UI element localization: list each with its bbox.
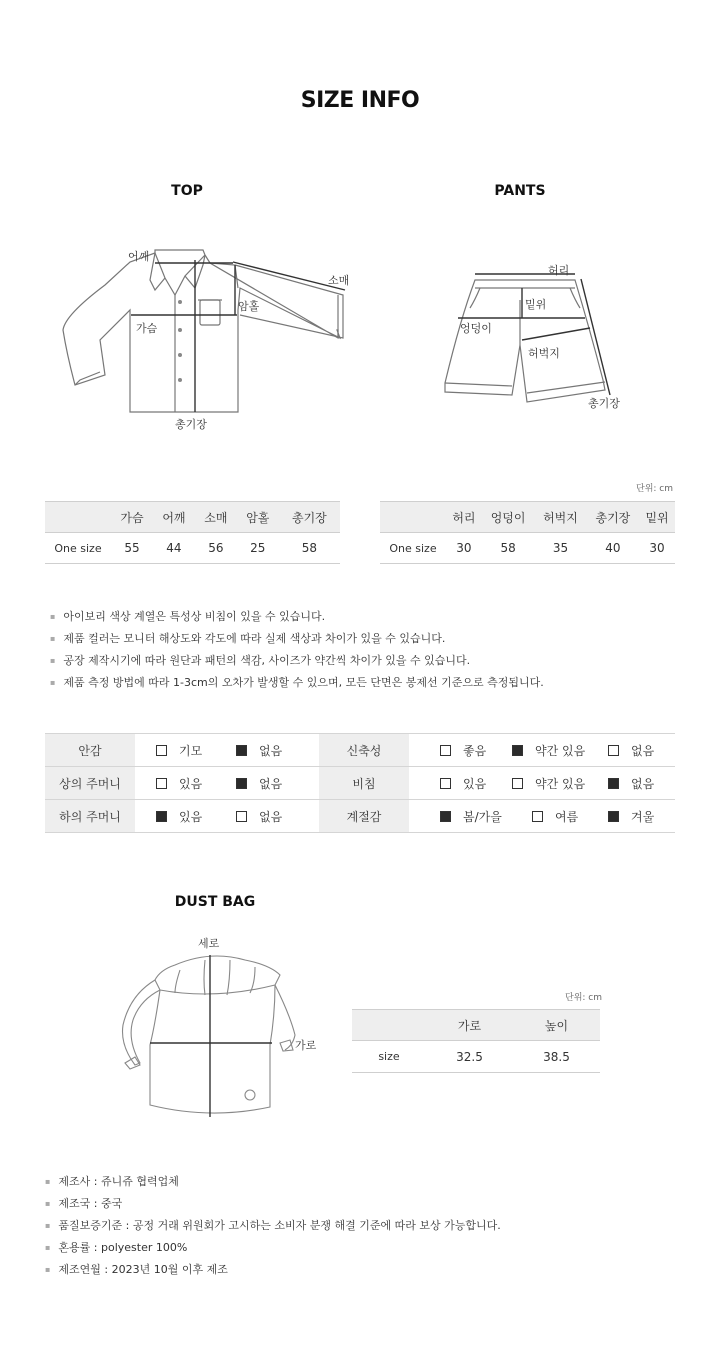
- checkbox: [440, 745, 451, 756]
- attr-label: 상의 주머니: [45, 767, 135, 800]
- attr-label: 비침: [319, 767, 409, 800]
- checkbox-checked: [608, 811, 619, 822]
- option: [512, 775, 608, 792]
- checkbox-checked: [512, 745, 523, 756]
- pants-hip-label: 엉덩이: [460, 322, 492, 335]
- row-label: One size: [380, 533, 446, 564]
- column-header: 총기장: [279, 502, 340, 533]
- option-label: 겨울: [631, 809, 655, 824]
- list-item: ▪ 제조국 : 중국: [45, 1193, 501, 1215]
- table-row: [380, 533, 675, 564]
- column-header: 가슴: [111, 502, 153, 533]
- dust-bag-height-label: 세로: [198, 937, 220, 950]
- checkbox: [440, 778, 451, 789]
- option: [608, 742, 654, 759]
- checkbox: [608, 745, 619, 756]
- top-heading: TOP: [171, 183, 203, 199]
- pants-illustration: [440, 270, 620, 410]
- option-label: 약간 있음: [535, 776, 586, 791]
- option: [512, 742, 608, 759]
- checkbox: [156, 745, 167, 756]
- option-label: 좋음: [463, 743, 487, 758]
- option-label: 없음: [259, 743, 283, 758]
- list-item: ▪ 제품 측정 방법에 따라 1-3cm의 오차가 발생할 수 있으며, 모든 단면은 봉제선 기준으로 측정됩니다.: [50, 672, 544, 694]
- table-header-row: [380, 502, 675, 533]
- pants-size-table: [380, 501, 675, 564]
- column-header: 높이: [513, 1010, 600, 1041]
- unit-label: 단위: cm: [636, 484, 673, 494]
- top-sleeve-label: 소매: [328, 274, 350, 287]
- top-chest-label: 가슴: [136, 322, 158, 335]
- column-header: 엉덩이: [482, 502, 534, 533]
- option-label: 없음: [259, 776, 283, 791]
- option: [236, 775, 282, 792]
- table-header-row: [45, 502, 340, 533]
- list-item: ▪ 제조사 : 쥬니쥬 협력업체: [45, 1171, 501, 1193]
- option: [236, 742, 282, 759]
- column-header: 소매: [195, 502, 237, 533]
- column-header: 허벅지: [534, 502, 586, 533]
- pants-heading: PANTS: [494, 183, 546, 199]
- checkbox: [156, 778, 167, 789]
- column-header: 어깨: [153, 502, 195, 533]
- list-item: ▪ 공장 제작시기에 따라 원단과 패턴의 색감, 사이즈가 약간씩 차이가 있을 수 있습니다.: [50, 650, 544, 672]
- option-label: 여름: [555, 809, 579, 824]
- option: [440, 742, 512, 759]
- table-cell: 35: [534, 533, 586, 564]
- table-row: [45, 800, 675, 833]
- checkbox: [512, 778, 523, 789]
- top-size-table: [45, 501, 340, 564]
- option: [236, 808, 282, 825]
- table-row: [352, 1041, 600, 1073]
- table-cell: 44: [153, 533, 195, 564]
- option: [440, 775, 512, 792]
- table-cell: 56: [195, 533, 237, 564]
- top-shirt-illustration: [55, 240, 355, 420]
- list-item: ▪ 제품 컬러는 모니터 해상도와 각도에 따라 실제 색상과 차이가 있을 수 있습니다.: [50, 628, 544, 650]
- pants-length-label: 총기장: [588, 397, 620, 410]
- option: [608, 775, 654, 792]
- checkbox: [532, 811, 543, 822]
- option-label: 약간 있음: [535, 743, 586, 758]
- option-label: 없음: [631, 776, 655, 791]
- option-label: 기모: [179, 743, 203, 758]
- top-shoulder-label: 어깨: [128, 250, 150, 263]
- top-length-label: 총기장: [175, 418, 207, 431]
- page-title: SIZE INFO: [300, 88, 420, 113]
- table-cell: 40: [587, 533, 639, 564]
- table-row: [45, 767, 675, 800]
- list-item: ▪ 혼용률 : polyester 100%: [45, 1237, 501, 1259]
- attr-label: 신축성: [319, 734, 409, 767]
- dust-bag-unit-label: 단위: cm: [565, 993, 602, 1003]
- table-corner: [380, 502, 446, 533]
- option-label: 없음: [259, 809, 283, 824]
- table-corner: [45, 502, 111, 533]
- notes-list: [50, 606, 544, 694]
- table-row: [45, 533, 340, 564]
- row-label: One size: [45, 533, 111, 564]
- table-row: [45, 734, 675, 767]
- table-cell: 55: [111, 533, 153, 564]
- checkbox-checked: [608, 778, 619, 789]
- option: [156, 808, 236, 825]
- list-item: ▪ 제조연월 : 2023년 10월 이후 제조: [45, 1259, 501, 1281]
- option-label: 봄/가을: [463, 809, 502, 824]
- table-corner: [352, 1010, 426, 1041]
- product-info-list: [45, 1171, 501, 1281]
- table-cell: 25: [237, 533, 279, 564]
- table-cell: 58: [279, 533, 340, 564]
- dust-bag-heading: DUST BAG: [174, 894, 256, 910]
- attr-label: 계절감: [319, 800, 409, 833]
- checkbox-checked: [236, 778, 247, 789]
- pants-waist-label: 허리: [548, 264, 570, 277]
- checkbox-checked: [236, 745, 247, 756]
- option: [532, 808, 608, 825]
- table-cell: 30: [639, 533, 675, 564]
- table-header-row: [352, 1010, 600, 1041]
- table-cell: 32.5: [426, 1041, 513, 1073]
- dust-bag-illustration: [115, 945, 305, 1125]
- table-cell: 58: [482, 533, 534, 564]
- attribute-table: [45, 733, 675, 833]
- top-armhole-label: 암홀: [238, 300, 260, 313]
- dust-bag-size-table: [352, 1009, 600, 1073]
- list-item: ▪ 아이보리 색상 계열은 특성상 비침이 있을 수 있습니다.: [50, 606, 544, 628]
- checkbox: [236, 811, 247, 822]
- table-cell: 38.5: [513, 1041, 600, 1073]
- column-header: 총기장: [587, 502, 639, 533]
- option: [608, 808, 654, 825]
- option-label: 있음: [179, 809, 203, 824]
- attr-label: 하의 주머니: [45, 800, 135, 833]
- column-header: 암홀: [237, 502, 279, 533]
- dust-bag-width-label: 가로: [295, 1039, 317, 1052]
- option: [156, 742, 236, 759]
- checkbox-checked: [440, 811, 451, 822]
- option: [156, 775, 236, 792]
- pants-rise-label: 밑위: [525, 298, 547, 311]
- checkbox-checked: [156, 811, 167, 822]
- option-label: 없음: [631, 743, 655, 758]
- option-label: 있음: [463, 776, 487, 791]
- option: [440, 808, 532, 825]
- option-label: 있음: [179, 776, 203, 791]
- list-item: ▪ 품질보증기준 : 공정 거래 위원회가 고시하는 소비자 분쟁 해결 기준에 따라 보상 가능합니다.: [45, 1215, 501, 1237]
- column-header: 허리: [446, 502, 482, 533]
- row-label: size: [352, 1041, 426, 1073]
- attr-label: 안감: [45, 734, 135, 767]
- column-header: 가로: [426, 1010, 513, 1041]
- column-header: 밑위: [639, 502, 675, 533]
- pants-thigh-label: 허벅지: [528, 347, 560, 360]
- table-cell: 30: [446, 533, 482, 564]
